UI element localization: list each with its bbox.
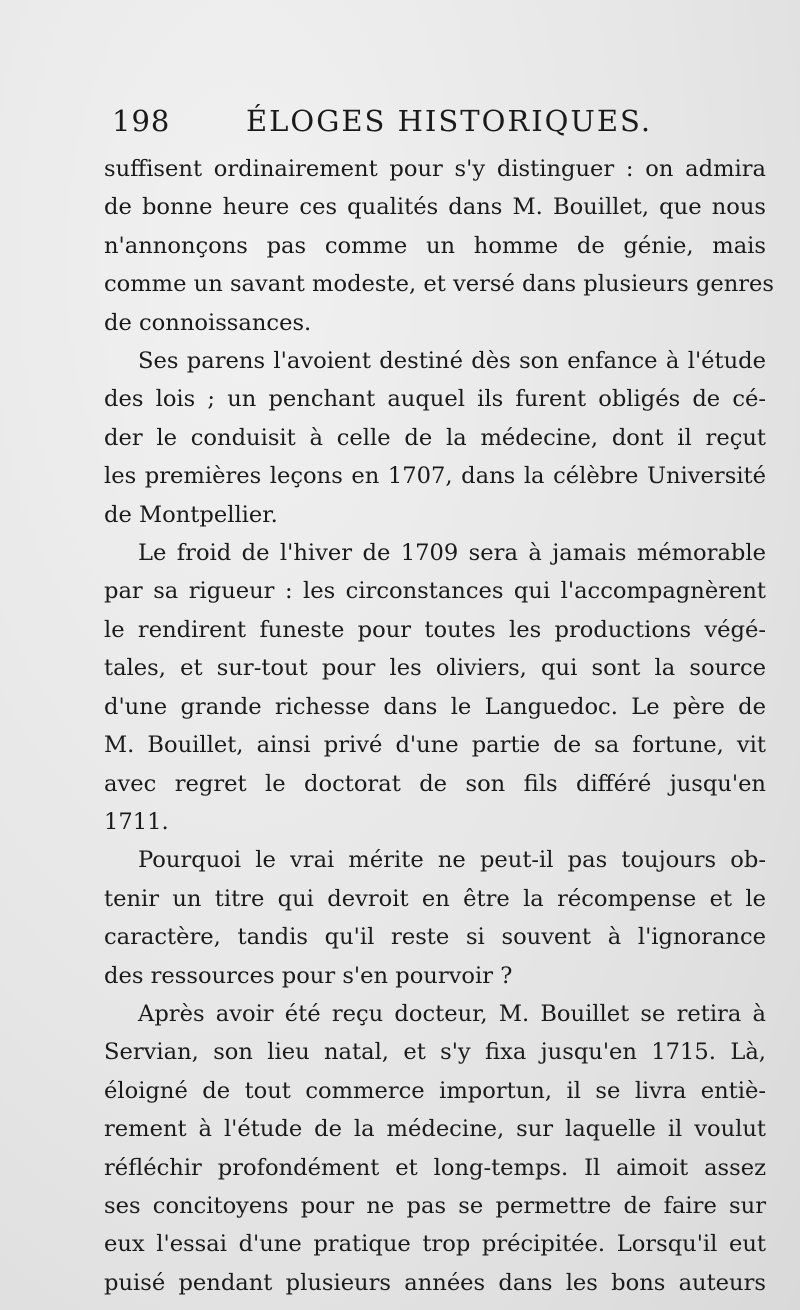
text-line: les premières leçons en 1707, dans la célèbre Université xyxy=(104,463,766,490)
text-line: rement à l'étude de la médecine, sur laquelle il voulut xyxy=(104,1116,766,1143)
text-line: avec regret le doctorat de son fils différé jusqu'en xyxy=(104,770,766,797)
text-line: des ressources pour s'en pourvoir ? xyxy=(104,962,513,989)
text-line: 1711. xyxy=(104,808,169,835)
text-line: n'annonçons pas comme un homme de génie, mais xyxy=(104,232,766,259)
paragraph-1 xyxy=(104,150,775,342)
text-line: de Montpellier. xyxy=(104,501,278,528)
text-line: éloigné de tout commerce importun, il se livra entiè- xyxy=(104,1077,766,1104)
text-line: des lois ; un penchant auquel ils furent obligés de cé- xyxy=(104,386,766,413)
text-line: puisé pendant plusieurs années dans les bons auteurs xyxy=(104,1269,766,1296)
text-line: de bonne heure ces qualités dans M. Bouillet, que nous xyxy=(104,194,766,221)
text-line: Pourquoi le vrai mérite ne peut-il pas toujours ob- xyxy=(138,847,766,874)
text-line: Après avoir été reçu docteur, M. Bouillet se retira à xyxy=(138,1000,766,1027)
paragraph-4 xyxy=(104,841,766,995)
text-line: eux l'essai d'une pratique trop précipitée. Lorsqu'il eut xyxy=(104,1231,766,1258)
book-page xyxy=(104,104,775,1302)
text-line: Ses parens l'avoient destiné dès son enfance à l'étude xyxy=(138,348,766,375)
text-line: d'une grande richesse dans le Languedoc. Le père de xyxy=(104,693,766,720)
text-line: de connoissances. xyxy=(104,309,312,336)
paragraph-5 xyxy=(104,995,766,1302)
text-line: tenir un titre qui devroit en être la récompense et le xyxy=(104,885,766,912)
text-line: Le froid de l'hiver de 1709 sera à jamais mémorable xyxy=(138,540,766,567)
text-line: réfléchir profondément et long-temps. Il aimoit assez xyxy=(104,1154,766,1181)
running-title: ÉLOGES HISTORIQUES. xyxy=(246,104,653,138)
text-line: M. Bouillet, ainsi privé d'une partie de sa fortune, vit xyxy=(104,732,766,759)
page-number: 198 xyxy=(112,104,171,138)
text-line: caractère, tandis qu'il reste si souvent à l'ignorance xyxy=(104,924,766,951)
text-line: par sa rigueur : les circonstances qui l'accompagnèrent xyxy=(104,578,766,605)
paragraph-2 xyxy=(104,342,766,534)
text-line: tales, et sur-tout pour les oliviers, qui sont la source xyxy=(104,655,766,682)
text-line: le rendirent funeste pour toutes les productions végé- xyxy=(104,616,766,643)
text-line: comme un savant modeste, et versé dans plusieurs genres xyxy=(104,271,775,298)
text-line: der le conduisit à celle de la médecine, dont il reçut xyxy=(104,424,766,451)
text-line: suffisent ordinairement pour s'y distinguer : on admira xyxy=(104,156,766,182)
paragraph-3 xyxy=(104,534,766,841)
text-line: Servian, son lieu natal, et s'y fixa jusqu'en 1715. Là, xyxy=(104,1039,766,1066)
text-line: ses concitoyens pour ne pas se permettre de faire sur xyxy=(104,1192,766,1219)
running-head xyxy=(104,104,766,150)
